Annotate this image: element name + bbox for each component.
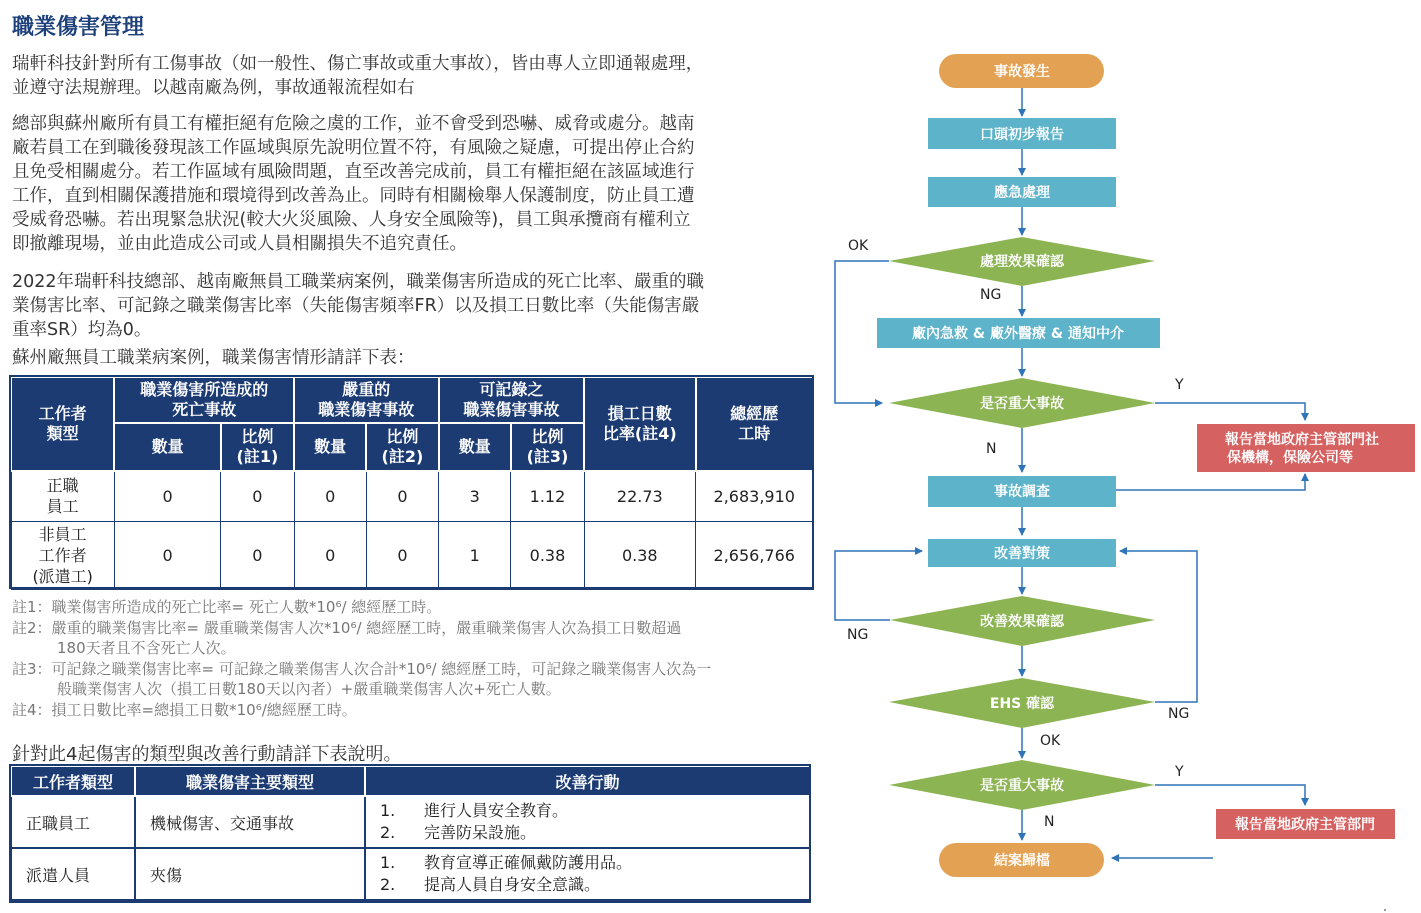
- action-item: 1. 教育宣導正確佩戴防護用品。: [380, 853, 633, 872]
- svg-text:報告當地政府主管部門: 報告當地政府主管部門: [1235, 817, 1375, 833]
- report-authorities-node: [1197, 424, 1415, 472]
- countermeasure-node: [928, 539, 1116, 567]
- initial-report-node: [928, 118, 1116, 149]
- text-line: 工作，直到相關保護措施和環境得到改善為止。同時有相關檢舉人保護制度，防止員工遭: [12, 186, 695, 206]
- header-ratio: 比例 (註3): [511, 423, 584, 471]
- close-node: [939, 843, 1104, 877]
- table-cell: 派遣人員: [11, 848, 135, 900]
- svg-text:保機構，保險公司等: 保機構，保險公司等: [1227, 450, 1353, 466]
- rights-paragraph: [12, 112, 812, 256]
- emergency-node: [928, 177, 1116, 207]
- major-incident-decision-2: [889, 760, 1155, 810]
- action-item: 2. 提高人員自身安全意識。: [380, 875, 601, 894]
- flow-label: NG: [847, 627, 869, 643]
- text-line: 即撤離現場，並由此造成公司或人員相關損失不追究責任。: [12, 234, 467, 254]
- svg-text:事故發生: 事故發生: [994, 64, 1050, 80]
- svg-text:結案歸檔: 結案歸檔: [994, 853, 1050, 869]
- header-count: 數量: [114, 423, 220, 471]
- table-row: [11, 848, 810, 900]
- intro-paragraph: [12, 52, 812, 100]
- svg-text:廠內急救 & 廠外醫療 & 通知中介: 廠內急救 & 廠外醫療 & 通知中介: [912, 326, 1124, 342]
- text-line: 廠若員工在到職後發現該工作區域與原先說明位置不符，有風險之疑慮，可提出停止合約: [12, 138, 695, 158]
- header-serious: 嚴重的 職業傷害事故: [294, 377, 439, 423]
- svg-text:口頭初步報告: 口頭初步報告: [980, 127, 1064, 143]
- note-line: 註1：職業傷害所造成的死亡比率= 死亡人數*10⁶/ 總經歷工時。: [12, 598, 442, 616]
- header-hours: 總經歷 工時: [696, 377, 814, 471]
- suzhou-note: 蘇州廠無員工職業病案例，職業傷害情形請詳下表：: [12, 348, 415, 368]
- note-line: 180天者且不含死亡人次。: [12, 639, 236, 657]
- table-cell: 夾傷: [135, 848, 365, 900]
- header-worker-type: 工作者 類型: [11, 377, 114, 471]
- text-line: 業傷害比率、可記錄之職業傷害比率（失能傷害頻率FR）以及損工日數比率（失能傷害嚴: [12, 296, 700, 316]
- row-label: 正職 員工: [11, 471, 114, 521]
- flow-label: Y: [1175, 377, 1184, 393]
- header-recordable: 可記錄之 職業傷害事故: [439, 377, 585, 423]
- flow-label: N: [986, 441, 997, 457]
- table-cell: 1.12: [511, 471, 584, 521]
- report-authorities-node-2: [1216, 809, 1395, 839]
- improve-check-decision: [890, 596, 1155, 646]
- row-label: 非員工 工作者 (派遣工): [11, 521, 114, 589]
- flow-label: Y: [1175, 764, 1184, 780]
- table-notes: [12, 597, 812, 720]
- text-line: 總部與蘇州廠所有員工有權拒絕有危險之虞的工作，並不會受到恐嚇、威脅或處分。越南: [12, 114, 695, 134]
- table-cell: [365, 848, 810, 900]
- header-actions: 改善行動: [365, 766, 810, 796]
- table-row: [11, 796, 810, 848]
- note-line: 註2：嚴重的職業傷害比率= 嚴重職業傷害人次*10⁶/ 總經歷工時，嚴重職業傷害人次為損工日數超過: [12, 618, 682, 637]
- table-cell: 0: [221, 471, 294, 521]
- table-cell: 0: [294, 521, 366, 589]
- svg-text:改善對策: 改善對策: [994, 546, 1050, 562]
- table-cell: 1: [439, 521, 511, 589]
- note-line: 註3：可記錄之職業傷害比率= 可記錄之職業傷害人次合計*10⁶/ 總經歷工時，可記錄之職業傷害人次為一: [12, 659, 712, 678]
- table-cell: 2,683,910: [696, 471, 814, 521]
- rescue-node: [877, 318, 1160, 348]
- text-line: 重率SR）均為0。: [12, 320, 152, 340]
- page-marker: [1384, 909, 1386, 911]
- table-cell: 0: [366, 471, 438, 521]
- improvement-table: [10, 765, 811, 901]
- svg-text:EHS 確認: EHS 確認: [989, 696, 1055, 712]
- text-line: 瑞軒科技針對所有工傷事故（如一般性、傷亡事故或重大事故），皆由專人立即通報處理，: [12, 54, 704, 74]
- major-incident-decision: [889, 378, 1155, 428]
- ehs-decision: [889, 678, 1155, 728]
- table-cell: 0.38: [511, 521, 584, 589]
- header-ratio: 比例 (註2): [366, 423, 438, 471]
- page-title: 職業傷害管理: [12, 15, 145, 40]
- table-cell: 22.73: [584, 471, 695, 521]
- header-worker-type: 工作者類型: [11, 766, 135, 796]
- table-cell: 0.38: [584, 521, 695, 589]
- action-item: 2. 完善防呆設施。: [380, 823, 537, 842]
- header-count: 數量: [439, 423, 511, 471]
- injury-stats-table: [10, 376, 814, 590]
- svg-text:處理效果確認: 處理效果確認: [980, 254, 1064, 270]
- text-line: 2022年瑞軒科技總部、越南廠無員工職業病案例，職業傷害所造成的死亡比率、嚴重的職: [12, 272, 705, 292]
- table-cell: 0: [221, 521, 294, 589]
- table-cell: 0: [114, 471, 220, 521]
- flow-label: NG: [1168, 706, 1190, 722]
- svg-text:事故調查: 事故調查: [994, 484, 1050, 500]
- table-cell: 0: [294, 471, 366, 521]
- text-line: 受威脅恐嚇。若出現緊急狀況(較大火災風險、人身安全風險等)，員工與承攬商有權利立: [12, 210, 691, 230]
- header-ratio: 比例 (註1): [221, 423, 294, 471]
- table-cell: 機械傷害、交通事故: [135, 796, 365, 848]
- table-cell: 3: [439, 471, 511, 521]
- check-effect-decision: [889, 237, 1155, 286]
- header-injury-type: 職業傷害主要類型: [135, 766, 365, 796]
- incident-flowchart: [825, 40, 1421, 890]
- table-cell: 正職員工: [11, 796, 135, 848]
- note-line: 般職業傷害人次（損工日數180天以內者）+嚴重職業傷害人次+死亡人數。: [12, 680, 561, 698]
- header-count: 數量: [294, 423, 366, 471]
- investigation-node: [928, 476, 1116, 507]
- start-node: [939, 54, 1104, 88]
- table-cell: 0: [366, 521, 438, 589]
- text-line: 並遵守法規辦理。以越南廠為例，事故通報流程如右: [12, 78, 415, 98]
- svg-text:改善效果確認: 改善效果確認: [980, 614, 1064, 630]
- flow-label: OK: [1040, 733, 1061, 749]
- svg-text:應急處理: 應急處理: [994, 185, 1050, 201]
- svg-text:報告當地政府主管部門社: 報告當地政府主管部門社: [1225, 432, 1379, 448]
- svg-text:是否重大事故: 是否重大事故: [980, 778, 1064, 794]
- text-line: 且免受相關處分。若工作區域有風險問題，直至改善完成前，員工有權拒絕在該區域進行: [12, 162, 695, 182]
- action-item: 1. 進行人員安全教育。: [380, 801, 569, 820]
- table-cell: 0: [114, 521, 220, 589]
- svg-text:是否重大事故: 是否重大事故: [980, 396, 1064, 412]
- flow-label: NG: [980, 287, 1002, 303]
- header-fatal: 職業傷害所造成的 死亡事故: [114, 377, 294, 423]
- table-row: [11, 521, 813, 589]
- table-cell: [365, 796, 810, 848]
- flow-label: N: [1044, 814, 1055, 830]
- flow-label: OK: [848, 238, 869, 254]
- note-line: 註4：損工日數比率=總損工日數*10⁶/總經歷工時。: [12, 700, 357, 719]
- improvement-lead: 針對此4起傷害的類型與改善行動請詳下表說明。: [12, 744, 402, 765]
- table-row: [11, 471, 813, 521]
- statistics-paragraph: [12, 270, 812, 342]
- header-lost-day: 損工日數 比率(註4): [584, 377, 695, 471]
- table-cell: 2,656,766: [696, 521, 814, 589]
